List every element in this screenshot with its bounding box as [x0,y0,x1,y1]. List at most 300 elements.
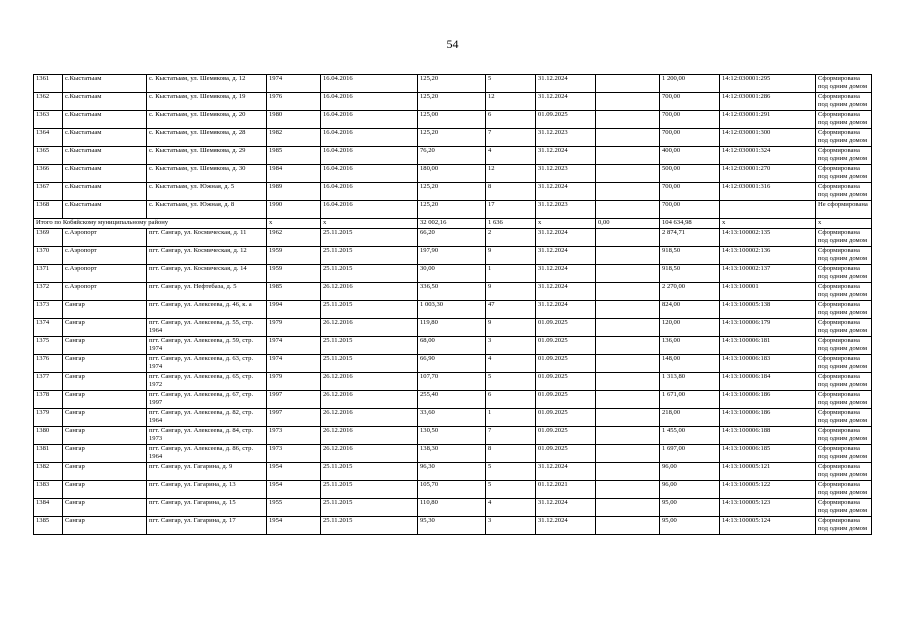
cadastre-cell: 14:13:100005:138 [720,301,816,319]
cost-cell: 918,50 [660,247,720,265]
cadastre-cell: 14:13:100001 [720,283,816,301]
deadline-cell: 31.12.2024 [536,93,596,111]
extra-cell [596,301,660,319]
extra-cell [596,129,660,147]
table-row [34,517,872,535]
cadastre-cell: 14:12:030001:286 [720,93,816,111]
subtotal-row [34,219,872,229]
area-cell: 125,20 [418,75,486,93]
table-row [34,93,872,111]
deadline-cell: 31.12.2024 [536,265,596,283]
address-cell: с. Кыстатыам, ул. Шемякова, д. 12 [147,75,267,93]
subtotal-people: 1 636 [486,219,536,229]
deadline-cell: 31.12.2023 [536,201,596,219]
address-cell: пгт. Сангар, ул. Алексеева, д. 84, стр. 1973 [147,427,267,445]
year-cell: 1962 [267,229,321,247]
people-cell: 5 [486,373,536,391]
subtotal-group [34,219,872,229]
subtotal-cadastre: x [720,219,816,229]
row-number: 1374 [34,319,63,337]
subtotal-date: x [321,219,418,229]
extra-cell [596,355,660,373]
date-cell: 16.04.2016 [321,147,418,165]
area-cell: 76,20 [418,147,486,165]
people-cell: 2 [486,229,536,247]
cadastre-cell: 14:13:100006:179 [720,319,816,337]
area-cell: 30,00 [418,265,486,283]
people-cell: 5 [486,481,536,499]
extra-cell [596,147,660,165]
settlement-cell: с.Аэропорт [63,283,147,301]
settlement-cell: с.Кыстатыам [63,111,147,129]
extra-cell [596,463,660,481]
area-cell: 119,80 [418,319,486,337]
people-cell: 4 [486,147,536,165]
deadline-cell: 31.12.2024 [536,517,596,535]
year-cell: 1990 [267,201,321,219]
row-number: 1361 [34,75,63,93]
address-cell: пгт. Сангар, ул. Нефтебаза, д. 5 [147,283,267,301]
address-cell: пгт. Сангар, ул. Алексеева, д. 59, стр. 1974 [147,337,267,355]
date-cell: 16.04.2016 [321,129,418,147]
extra-cell [596,165,660,183]
cost-cell: 2 874,71 [660,229,720,247]
cost-cell: 148,00 [660,355,720,373]
address-cell: пгт. Сангар, ул. Гагарина, д. 9 [147,463,267,481]
table-row [34,355,872,373]
date-cell: 25.11.2015 [321,481,418,499]
extra-cell [596,391,660,409]
date-cell: 26.12.2016 [321,391,418,409]
people-cell: 5 [486,463,536,481]
status-cell: Сформирована под одним домом [816,93,872,111]
housing-registry-table [33,74,872,535]
people-cell: 4 [486,499,536,517]
address-cell: с. Кыстатыам, ул. Шемякова, д. 28 [147,129,267,147]
area-cell: 125,20 [418,93,486,111]
area-cell: 95,30 [418,517,486,535]
deadline-cell: 31.12.2024 [536,283,596,301]
extra-cell [596,499,660,517]
year-cell: 1959 [267,265,321,283]
area-cell: 125,20 [418,201,486,219]
date-cell: 25.11.2015 [321,517,418,535]
subtotal-deadline: x [536,219,596,229]
deadline-cell: 01.09.2025 [536,409,596,427]
row-number: 1380 [34,427,63,445]
people-cell: 7 [486,129,536,147]
cadastre-cell: 14:13:100006:181 [720,337,816,355]
address-cell: пгт. Сангар, ул. Гагарина, д. 17 [147,517,267,535]
area-cell: 125,20 [418,129,486,147]
year-cell: 1997 [267,409,321,427]
settlement-cell: с.Кыстатыам [63,93,147,111]
people-cell: 8 [486,183,536,201]
table-row [34,229,872,247]
settlement-cell: с.Кыстатыам [63,165,147,183]
date-cell: 26.12.2016 [321,283,418,301]
address-cell: с. Кыстатыам, ул. Южная, д. 5 [147,183,267,201]
cost-cell: 1 455,00 [660,427,720,445]
cadastre-cell: 14:12:030001:270 [720,165,816,183]
table-row [34,427,872,445]
settlement-cell: Сангар [63,517,147,535]
table-row [34,183,872,201]
people-cell: 6 [486,391,536,409]
people-cell: 7 [486,427,536,445]
cadastre-cell: 14:13:100005:123 [720,499,816,517]
cost-cell: 218,00 [660,409,720,427]
extra-cell [596,373,660,391]
cadastre-cell: 14:13:100006:185 [720,445,816,463]
date-cell: 25.11.2015 [321,229,418,247]
address-cell: пгт. Сангар, ул. Алексеева, д. 82, стр. 1964 [147,409,267,427]
cost-cell: 700,00 [660,111,720,129]
status-cell: Сформирована под одним домом [816,373,872,391]
year-cell: 1985 [267,147,321,165]
date-cell: 25.11.2015 [321,355,418,373]
people-cell: 4 [486,355,536,373]
people-cell: 1 [486,265,536,283]
deadline-cell: 01.12.2021 [536,481,596,499]
date-cell: 16.04.2016 [321,111,418,129]
status-cell: Сформирована под одним домом [816,183,872,201]
area-cell: 125,20 [418,183,486,201]
area-cell: 110,80 [418,499,486,517]
cost-cell: 120,00 [660,319,720,337]
cost-cell: 95,00 [660,499,720,517]
date-cell: 26.12.2016 [321,373,418,391]
cost-cell: 1 671,00 [660,391,720,409]
status-cell: Сформирована под одним домом [816,337,872,355]
row-number: 1376 [34,355,63,373]
table-row [34,111,872,129]
row-number: 1372 [34,283,63,301]
table-row [34,75,872,93]
row-number: 1362 [34,93,63,111]
cadastre-cell: 14:13:100002:136 [720,247,816,265]
rows-group-kystatyam [34,75,872,219]
settlement-cell: Сангар [63,499,147,517]
people-cell: 3 [486,337,536,355]
status-cell: Сформирована под одним домом [816,75,872,93]
status-cell: Сформирована под одним домом [816,147,872,165]
date-cell: 16.04.2016 [321,165,418,183]
status-cell: Сформирована под одним домом [816,229,872,247]
area-cell: 66,90 [418,355,486,373]
cost-cell: 96,00 [660,463,720,481]
cost-cell: 700,00 [660,201,720,219]
year-cell: 1985 [267,283,321,301]
table-row [34,265,872,283]
settlement-cell: Сангар [63,391,147,409]
cadastre-cell: 14:13:100005:124 [720,517,816,535]
date-cell: 26.12.2016 [321,319,418,337]
extra-cell [596,229,660,247]
row-number: 1364 [34,129,63,147]
status-cell: Сформирована под одним домом [816,427,872,445]
date-cell: 25.11.2015 [321,463,418,481]
status-cell: Сформирована под одним домом [816,319,872,337]
row-number: 1369 [34,229,63,247]
extra-cell [596,319,660,337]
row-number: 1379 [34,409,63,427]
address-cell: с. Кыстатыам, ул. Шемякова, д. 29 [147,147,267,165]
table-row [34,409,872,427]
deadline-cell: 31.12.2024 [536,183,596,201]
extra-cell [596,337,660,355]
extra-cell [596,265,660,283]
settlement-cell: с.Кыстатыам [63,183,147,201]
row-number: 1368 [34,201,63,219]
settlement-cell: с.Кыстатыам [63,147,147,165]
settlement-cell: Сангар [63,445,147,463]
extra-cell [596,111,660,129]
area-cell: 255,40 [418,391,486,409]
subtotal-extra: 0,00 [596,219,660,229]
deadline-cell: 01.09.2025 [536,373,596,391]
date-cell: 25.11.2015 [321,247,418,265]
area-cell: 33,60 [418,409,486,427]
rows-group-sangar [34,229,872,535]
row-number: 1365 [34,147,63,165]
status-cell: Сформирована под одним домом [816,265,872,283]
table-row [34,301,872,319]
cadastre-cell: 14:13:100006:183 [720,355,816,373]
status-cell: Сформирована под одним домом [816,391,872,409]
subtotal-cost: 104 634,98 [660,219,720,229]
deadline-cell: 01.09.2025 [536,337,596,355]
address-cell: пгт. Сангар, ул. Гагарина, д. 13 [147,481,267,499]
subtotal-year: x [267,219,321,229]
row-number: 1367 [34,183,63,201]
cost-cell: 918,50 [660,265,720,283]
row-number: 1384 [34,499,63,517]
area-cell: 336,50 [418,283,486,301]
status-cell: Сформирована под одним домом [816,355,872,373]
people-cell: 12 [486,93,536,111]
address-cell: пгт. Сангар, ул. Космическая, д. 12 [147,247,267,265]
settlement-cell: с.Аэропорт [63,247,147,265]
settlement-cell: Сангар [63,427,147,445]
people-cell: 3 [486,517,536,535]
year-cell: 1954 [267,481,321,499]
year-cell: 1982 [267,129,321,147]
settlement-cell: Сангар [63,337,147,355]
subtotal-status: x [816,219,872,229]
address-cell: пгт. Сангар, ул. Алексеева, д. 65, стр. 1972 [147,373,267,391]
year-cell: 1954 [267,463,321,481]
table-row [34,247,872,265]
area-cell: 197,90 [418,247,486,265]
area-cell: 105,70 [418,481,486,499]
settlement-cell: с.Кыстатыам [63,129,147,147]
address-cell: с. Кыстатыам, ул. Шемякова, д. 20 [147,111,267,129]
date-cell: 16.04.2016 [321,183,418,201]
year-cell: 1994 [267,301,321,319]
cost-cell: 96,00 [660,481,720,499]
table-row [34,499,872,517]
settlement-cell: Сангар [63,373,147,391]
table-row [34,201,872,219]
address-cell: пгт. Сангар, ул. Алексеева, д. 55, стр. 1964 [147,319,267,337]
table-row [34,373,872,391]
area-cell: 138,30 [418,445,486,463]
deadline-cell: 31.12.2024 [536,499,596,517]
date-cell: 16.04.2016 [321,75,418,93]
row-number: 1363 [34,111,63,129]
cost-cell: 136,00 [660,337,720,355]
status-cell: Не сформирована [816,201,872,219]
subtotal-area: 32 002,16 [418,219,486,229]
deadline-cell: 31.12.2024 [536,229,596,247]
status-cell: Сформирована под одним домом [816,247,872,265]
cadastre-cell: 14:13:100002:137 [720,265,816,283]
settlement-cell: с.Аэропорт [63,265,147,283]
cost-cell: 1 313,80 [660,373,720,391]
row-number: 1383 [34,481,63,499]
date-cell: 16.04.2016 [321,201,418,219]
year-cell: 1974 [267,337,321,355]
page-number: 54 [446,37,459,51]
table-row [34,463,872,481]
cadastre-cell: 14:12:030001:324 [720,147,816,165]
cost-cell: 2 270,00 [660,283,720,301]
extra-cell [596,409,660,427]
cost-cell: 824,00 [660,301,720,319]
table-row [34,445,872,463]
year-cell: 1973 [267,427,321,445]
people-cell: 1 [486,409,536,427]
cost-cell: 700,00 [660,183,720,201]
cadastre-cell [720,201,816,219]
address-cell: с. Кыстатыам, ул. Южная, д. 8 [147,201,267,219]
settlement-cell: Сангар [63,319,147,337]
status-cell: Сформирована под одним домом [816,463,872,481]
date-cell: 26.12.2016 [321,409,418,427]
cost-cell: 1 697,00 [660,445,720,463]
row-number: 1385 [34,517,63,535]
year-cell: 1984 [267,165,321,183]
year-cell: 1989 [267,183,321,201]
deadline-cell: 31.12.2023 [536,129,596,147]
deadline-cell: 01.09.2025 [536,391,596,409]
cadastre-cell: 14:12:030001:316 [720,183,816,201]
address-cell: пгт. Сангар, ул. Алексеева, д. 67, стр. 1997 [147,391,267,409]
extra-cell [596,183,660,201]
address-cell: пгт. Сангар, ул. Космическая, д. 14 [147,265,267,283]
row-number: 1382 [34,463,63,481]
deadline-cell: 01.09.2025 [536,319,596,337]
cost-cell: 400,00 [660,147,720,165]
people-cell: 9 [486,319,536,337]
date-cell: 25.11.2015 [321,499,418,517]
people-cell: 5 [486,75,536,93]
date-cell: 26.12.2016 [321,445,418,463]
settlement-cell: с.Аэропорт [63,229,147,247]
table-row [34,337,872,355]
people-cell: 12 [486,165,536,183]
status-cell: Сформирована под одним домом [816,517,872,535]
date-cell: 25.11.2015 [321,301,418,319]
extra-cell [596,283,660,301]
status-cell: Сформирована под одним домом [816,111,872,129]
row-number: 1366 [34,165,63,183]
table-row [34,319,872,337]
deadline-cell: 31.12.2024 [536,147,596,165]
cost-cell: 700,00 [660,129,720,147]
area-cell: 68,00 [418,337,486,355]
status-cell: Сформирована под одним домом [816,301,872,319]
extra-cell [596,445,660,463]
table-row [34,391,872,409]
row-number: 1370 [34,247,63,265]
address-cell: пгт. Сангар, ул. Космическая, д. 11 [147,229,267,247]
cadastre-cell: 14:13:100006:188 [720,427,816,445]
area-cell: 1 003,30 [418,301,486,319]
settlement-cell: Сангар [63,481,147,499]
date-cell: 25.11.2015 [321,265,418,283]
deadline-cell: 01.09.2025 [536,111,596,129]
cadastre-cell: 14:13:100002:135 [720,229,816,247]
status-cell: Сформирована под одним домом [816,165,872,183]
extra-cell [596,517,660,535]
extra-cell [596,247,660,265]
cost-cell: 700,00 [660,93,720,111]
address-cell: пгт. Сангар, ул. Алексеева, д. 86, стр. 1964 [147,445,267,463]
extra-cell [596,481,660,499]
extra-cell [596,201,660,219]
deadline-cell: 31.12.2024 [536,301,596,319]
area-cell: 130,50 [418,427,486,445]
deadline-cell: 01.09.2025 [536,445,596,463]
date-cell: 16.04.2016 [321,93,418,111]
cost-cell: 1 200,00 [660,75,720,93]
date-cell: 26.12.2016 [321,427,418,445]
extra-cell [596,75,660,93]
people-cell: 8 [486,445,536,463]
people-cell: 47 [486,301,536,319]
row-number: 1371 [34,265,63,283]
table-row [34,129,872,147]
address-cell: пгт. Сангар, ул. Гагарина, д. 15 [147,499,267,517]
deadline-cell: 31.12.2024 [536,247,596,265]
cadastre-cell: 14:12:030001:300 [720,129,816,147]
subtotal-label: Итого по Кобяйскому муниципальному району [34,219,267,229]
settlement-cell: с.Кыстатыам [63,201,147,219]
address-cell: пгт. Сангар, ул. Алексеева, д. 63, стр. 1974 [147,355,267,373]
people-cell: 9 [486,247,536,265]
row-number: 1377 [34,373,63,391]
status-cell: Сформирована под одним домом [816,499,872,517]
row-number: 1375 [34,337,63,355]
deadline-cell: 01.09.2025 [536,355,596,373]
address-cell: с. Кыстатыам, ул. Шемякова, д. 30 [147,165,267,183]
extra-cell [596,93,660,111]
extra-cell [596,427,660,445]
year-cell: 1974 [267,355,321,373]
table-row [34,481,872,499]
cadastre-cell: 14:12:030001:291 [720,111,816,129]
year-cell: 1997 [267,391,321,409]
cadastre-cell: 14:12:030001:295 [720,75,816,93]
people-cell: 6 [486,111,536,129]
year-cell: 1980 [267,111,321,129]
settlement-cell: Сангар [63,463,147,481]
row-number: 1378 [34,391,63,409]
cadastre-cell: 14:13:100006:186 [720,391,816,409]
row-number: 1381 [34,445,63,463]
